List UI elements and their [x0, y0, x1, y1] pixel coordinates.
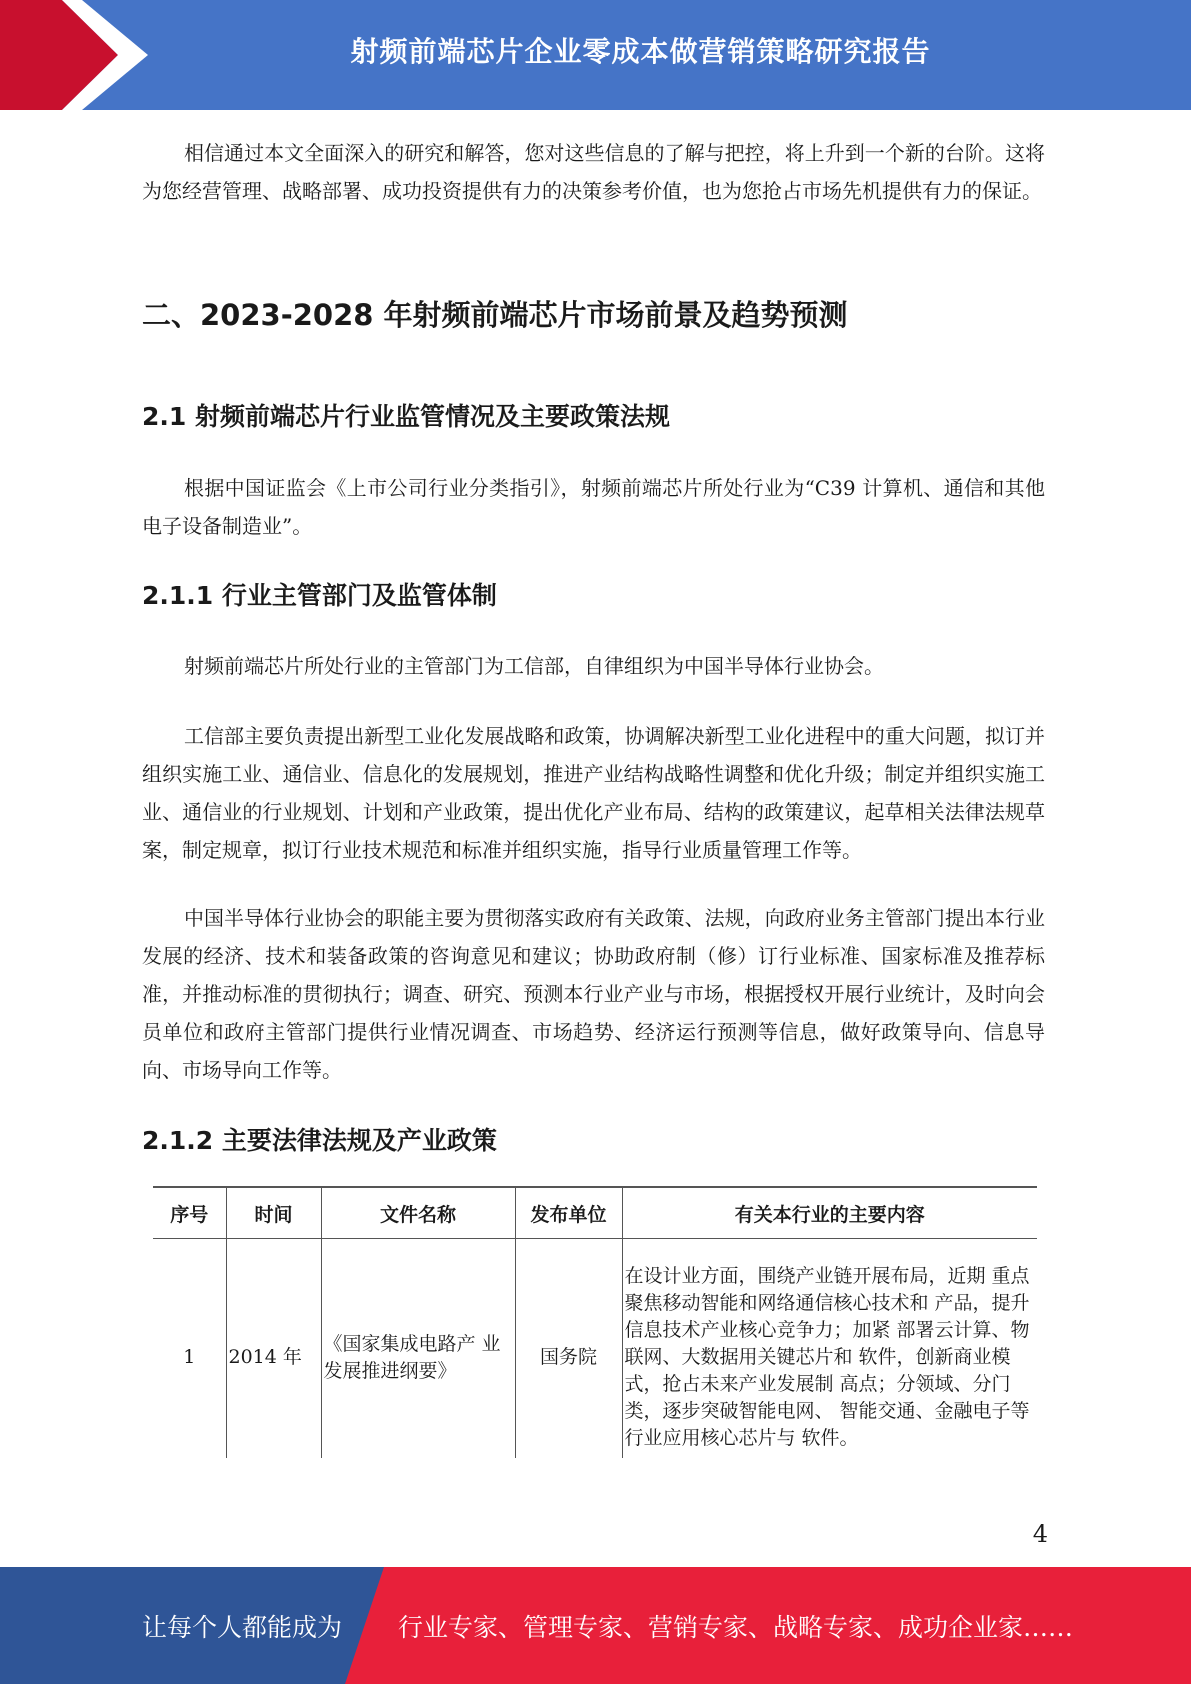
- section-2-1-body: [142, 469, 1045, 545]
- col-header-issuer: 发布单位: [515, 1187, 622, 1239]
- section-2-1-title: 2.1 射频前端芯片行业监管情况及主要政策法规: [142, 402, 670, 431]
- intro-paragraph: 相信通过本文全面深入的研究和解答，您对这些信息的了解与把控，将上升到一个新的台阶。这将为您经营管理、战略部署、成功投资提供有力的决策参考价值，也为您抢占市场先机提供有力的保证。: [142, 141, 1045, 203]
- cell-time: 2014 年: [226, 1239, 321, 1459]
- col-header-content: 有关本行业的主要内容: [622, 1187, 1037, 1239]
- footer-right-text: 行业专家、管理专家、营销专家、战略专家、成功企业家……: [398, 1612, 1074, 1642]
- cell-content: 在设计业方面，围绕产业链开展布局，近期 重点聚焦移动智能和网络通信核心技术和 产品，提升信息技术产业核心竞争力；加紧 部署云计算、物联网、大数据用关键芯片和 软件，创新商业模式，抢占未来产业发展制 高点；分领域、分门类，逐步突破智能电网、 智能交通、金融电子等行业应用核心芯片与 软件。: [622, 1239, 1037, 1459]
- cell-no: 1: [183, 1346, 196, 1368]
- intro-section: [142, 134, 1045, 210]
- section-2-1-paragraph: 根据中国证监会《上市公司行业分类指引》，射频前端芯片所处行业为“C39 计算机、通信和其他电子设备制造业”。: [142, 476, 1045, 538]
- table-header-row: [153, 1187, 1037, 1239]
- table-row: [153, 1239, 1037, 1459]
- section-2-1-1-title: 2.1.1 行业主管部门及监管体制: [142, 581, 497, 610]
- header-chevron-decoration: [0, 0, 160, 110]
- footer-left-text: 让每个人都能成为: [142, 1612, 343, 1642]
- section-2-1-1-body-2: [142, 717, 1045, 869]
- section-2-1-2-title: 2.1.2 主要法律法规及产业政策: [142, 1126, 497, 1155]
- policy-table: [153, 1186, 1037, 1458]
- col-header-no: 序号: [153, 1187, 226, 1239]
- cell-doc: 《国家集成电路产 业发展推进纲要》: [321, 1239, 515, 1459]
- section-2-1-1-paragraph-2: 工信部主要负责提出新型工业化发展战略和政策，协调解决新型工业化进程中的重大问题，拟订并组织实施工业、通信业、信息化的发展规划，推进产业结构战略性调整和优化升级；制定并组织实施工业、通信业的行业规划、计划和产业政策，提出优化产业布局、结构的政策建议，起草相关法律法规草案，制定规章，拟订行业技术规范和标准并组织实施，指导行业质量管理工作等。: [142, 724, 1045, 862]
- header-title: 射频前端芯片企业零成本做营销策略研究报告: [350, 35, 931, 68]
- page-header: [0, 0, 1191, 110]
- section-2-1-1-paragraph-1: 射频前端芯片所处行业的主管部门为工信部，自律组织为中国半导体行业协会。: [184, 654, 884, 678]
- page-number: 4: [1032, 1520, 1048, 1548]
- col-header-time: 时间: [226, 1187, 321, 1239]
- section-2-1-1-body: [142, 647, 1045, 685]
- section-2-1-1-paragraph-3: 中国半导体行业协会的职能主要为贯彻落实政府有关政策、法规，向政府业务主管部门提出本行业发展的经济、技术和装备政策的咨询意见和建议；协助政府制（修）订行业标准、国家标准及推荐标准，并推动标准的贯彻执行；调查、研究、预测本行业产业与市场，根据授权开展行业统计，及时向会员单位和政府主管部门提供行业情况调查、市场趋势、经济运行预测等信息，做好政策导向、信息导向、市场导向工作等。: [142, 906, 1045, 1082]
- cell-issuer: 国务院: [515, 1239, 622, 1459]
- col-header-doc: 文件名称: [321, 1187, 515, 1239]
- page-footer: [0, 1567, 1191, 1684]
- section-2-title: 二、2023-2028 年射频前端芯片市场前景及趋势预测: [142, 298, 848, 332]
- section-2-1-1-body-3: [142, 899, 1045, 1089]
